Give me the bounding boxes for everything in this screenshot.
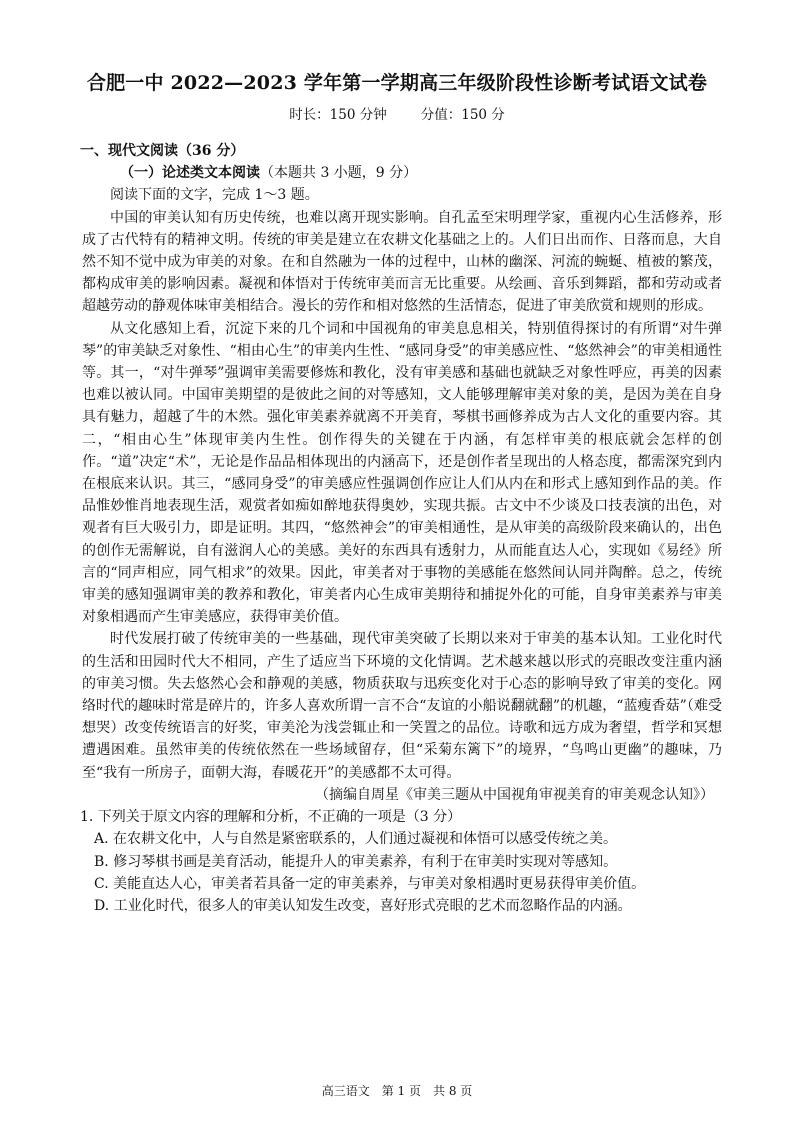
sub-section-title: （一）论述类文本阅读: [120, 165, 260, 182]
passage-paragraph-3: 时代发展打破了传统审美的一些基础，现代审美突破了长期以来对于审美的基本认知。工业化时代的生活和田园时代大不相同，产生了适应当下环境的文化情调。艺术越来越以形式的亮眼改变注重内涵的审美习惯。失去悠然心会和静观的美感，物质获取与迅疾变化对于心态的影响导致了审美的变化。网络时代的趣味时常是碎片的，许多人喜欢所谓一言不合“友谊的小船说翻就翻”的机趣，“蓝瘦香菇”（难受想哭）改变传统语言的好奖，审美沦为浅尝辄止和一笑置之的品位。诗歌和远方成为奢望，哲学和冥想遭遇困难。虽然审美的传统依然在一些场域留存，但“采菊东篱下”的境界，“鸟鸣山更幽”的趣味，乃至“我有一所房子，面朝大海，春暖花开”的美感都不太可得。: [82, 631, 722, 781]
passage-paragraph-1: 中国的审美认知有历史传统，也难以离开现实影响。自孔孟至宋明理学家，重视内心生活修养，形成了古代特有的精神文明。传统的审美是建立在农耕文化基础之上的。人们日出而作、日落而息，大自然不知不觉中成为审美的对象。在和自然融为一体的过程中，山林的幽深、河流的蜿蜒、植被的繁茂，都构成审美的影响因素。凝视和体悟对于传统审美而言无比重要。从绘画、音乐到舞蹈，都和劳动或者超越劳动的静观体味审美相结合。漫长的劳作和相对悠然的生活情态，促进了审美欣赏和规则的形成。: [82, 209, 722, 315]
section-heading: 一、现代文阅读（36 分）: [80, 143, 245, 159]
sub-section-heading: [82, 162, 722, 184]
sub-section-note: （本题共 3 小题，9 分）: [260, 165, 418, 182]
question-1-option-c: C. 美能直达人心，审美者若具备一定的审美素养，与审美对象相遇时更易获得审美价值。: [94, 875, 646, 892]
reading-instruction: 阅读下面的文字，完成 1～3 题。: [110, 187, 319, 204]
passage-paragraph-2: 从文化感知上看，沉淀下来的几个词和中国视角的审美息息相关，特别值得探讨的有所谓“对牛弹琴”的审美缺乏对象性、“相由心生”的审美内生性、“感同身受”的审美感应性、“悠然神会”的审美相通性等。其一，“对牛弹琴”强调审美需要修炼和教化，没有审美感和基础也就缺乏对象性呼应，再美的因素也难以被认同。中国审美期望的是彼此之间的对等感知，文人能够理解审美对象的美，是因为美在自身具有魅力，超越了牛的木然。强化审美素养就离不开美育，琴棋书画修养成为古人文化的重要内容。其二，“相由心生”体现审美内生性。创作得失的关键在于内涵，有怎样审美的根底就会怎样的创作。“道”决定“术”，无论是作品品相体现出的内涵高下，还是创作者呈现出的人格态度，都需深究到内在根底来认识。其三，“感同身受”的审美感应性强调创作应让人们从内在和形式上感知到作品的美。作品惟妙惟肖地表现生活，观赏者如痴如醉地获得奥妙，实现共振。古文中不少谈及口技表演的出色，对观者有巨大吸引力，即是证明。其四，“悠然神会”的审美相通性，是从审美的高级阶段来确认的，出色的创作无需解说，自有滋润人心的美感。美好的东西具有透射力，从而能直达人心，实现如《易经》所言的“同声相应，同气相求”的效果。因此，审美者对于事物的美感能在悠然间认同并陶醉。总之，传统审美的感知强调审美的教养和教化，审美者内心生成审美期待和捕捉外化的可能，自身审美素养与审美对象相遇而产生审美感应，获得审美价值。: [82, 320, 722, 626]
question-1-stem: 1. 下列关于原文内容的理解和分析，不正确的一项是（3 分）: [80, 809, 462, 826]
exam-duration: 时长：150 分钟: [289, 107, 387, 123]
page-footer: 高三语文 第 1 页 共 8 页: [321, 1084, 473, 1098]
exam-meta: [0, 103, 794, 123]
question-1-option-b: B. 修习琴棋书画是美育活动，能提升人的审美素养，有利于在审美时实现对等感知。: [94, 853, 618, 870]
question-1-option-a: A. 在农耕文化中，人与自然是紧密联系的，人们通过凝视和体悟可以感受传统之美。: [94, 831, 618, 848]
exam-total-score: 分值：150 分: [420, 107, 505, 123]
passage-source: （摘编自周星《审美三题从中国视角审视美育的审美观念认知》）: [315, 786, 714, 803]
question-1-option-d: D. 工业化时代，很多人的审美认知发生改变，喜好形式亮眼的艺术而忽略作品的内涵。: [94, 897, 632, 914]
exam-content: [82, 140, 722, 917]
exam-title: 合肥一中 2022—2023 学年第一学期高三年级阶段性诊断考试语文试卷: [86, 72, 708, 94]
